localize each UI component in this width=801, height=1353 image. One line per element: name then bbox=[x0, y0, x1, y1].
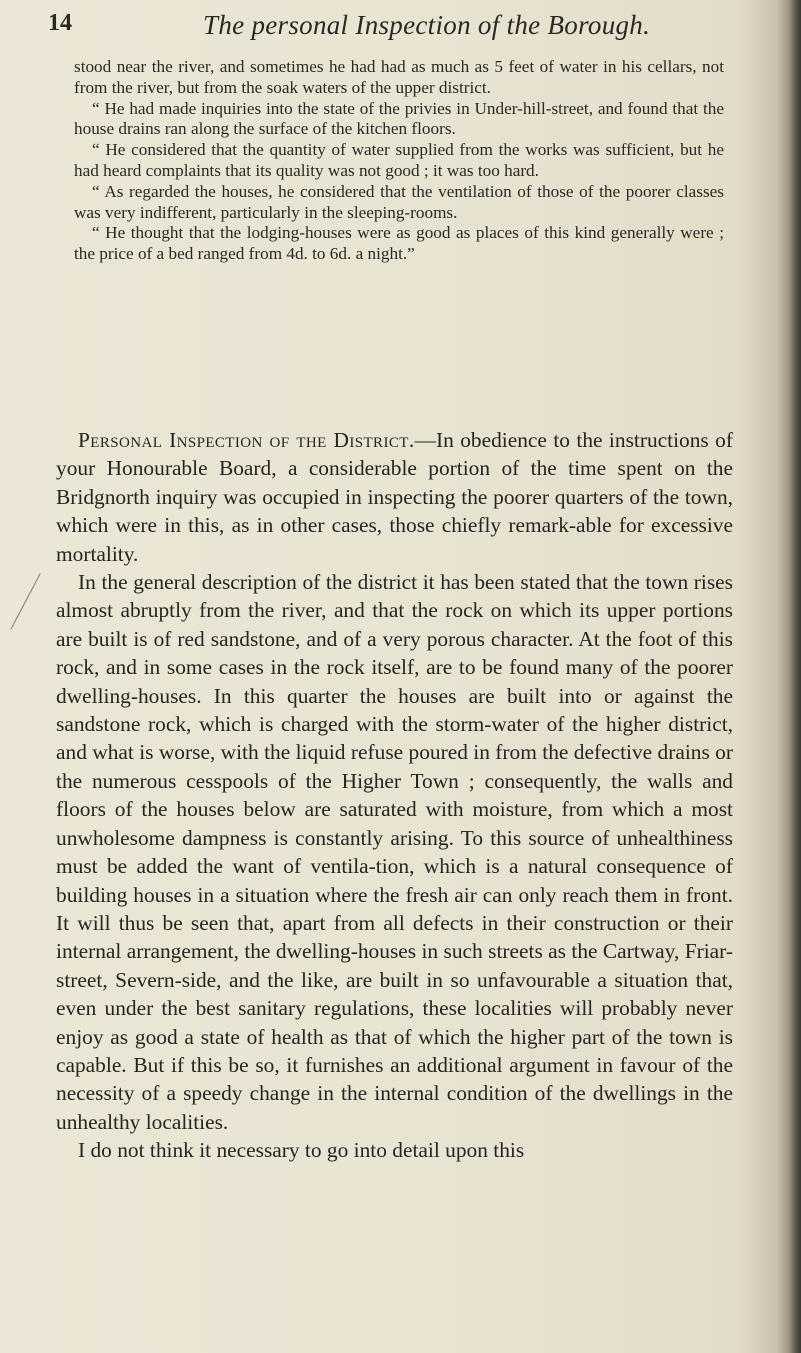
page-number: 14 bbox=[48, 10, 72, 36]
section-first-paragraph: —In obedience to the instructions of your Honourable Board, a considerable portion of the time spent on the Bridgnorth inquiry was occupied in inspecting the poorer quarters of the town, which were in this, as in other cases, those chiefly remark-able for excessive mortality. bbox=[56, 428, 733, 566]
quoted-paragraph: “ He considered that the quantity of water supplied from the works was sufficient, but he had heard complaints that its quality was not good ; it was too hard. bbox=[74, 140, 724, 180]
quoted-testimony bbox=[74, 57, 724, 265]
running-head bbox=[48, 10, 738, 46]
quoted-paragraph: stood near the river, and sometimes he had had as much as 5 feet of water in his cellars, not from the river, but from the soak waters of the upper district. bbox=[74, 57, 724, 97]
section-paragraph bbox=[56, 426, 733, 568]
quoted-paragraph: “ He had made inquiries into the state of the privies in Under-hill-street, and found that the house drains ran along the surface of the kitchen floors. bbox=[74, 98, 724, 139]
report-body bbox=[56, 426, 733, 1165]
running-title: The personal Inspection of the Borough. bbox=[203, 10, 651, 40]
page-edge-shadow bbox=[789, 0, 801, 1353]
quoted-paragraph: “ As regarded the houses, he considered that the ventilation of those of the poorer classes was very indifferent, particularly in the sleeping-rooms. bbox=[74, 181, 724, 222]
body-paragraph: I do not think it necessary to go into detail upon this bbox=[78, 1138, 525, 1163]
body-paragraph: In the general description of the district it has been stated that the town rises almost abruptly from the river, and that the rock on which its upper portions are built is of red sandstone, and of a very porous character. At the foot of this rock, and in some cases in the rock itself, are to be found many of the poorer dwelling-houses. In this quarter the houses are built into or against the sandstone rock, which is charged with the storm-water of the higher district, and what is worse, with the liquid refuse poured in from the defective drains or the numerous cesspools of the Higher Town ; consequently, the walls and floors of the houses below are saturated with moisture, from which a most unwholesome dampness is constantly arising. To this source of unhealthiness must be added the want of ventila-tion, which is a natural consequence of building houses in a situation where the fresh air can only reach them in front. It will thus be seen that, apart from all defects in their construction or their internal arrangement, the dwelling-houses in such streets as the Cartway, Friar-street, Severn-side, and the like, are built in so unfavourable a situation that, even under the best sanitary regulations, these localities will probably never enjoy as good a state of health as that of which the higher part of the town is capable. But if this be so, it furnishes an additional argument in favour of the necessity of a speedy change in the internal condition of the dwellings in the unhealthy localities. bbox=[56, 570, 733, 1134]
pencil-mark-icon bbox=[8, 572, 42, 632]
quoted-paragraph: “ He thought that the lodging-houses were as good as places of this kind generally were ; the price of a bed ranged from 4d. to 6d. a night.” bbox=[74, 223, 724, 264]
section-heading: Personal Inspection of the District. bbox=[78, 428, 415, 452]
